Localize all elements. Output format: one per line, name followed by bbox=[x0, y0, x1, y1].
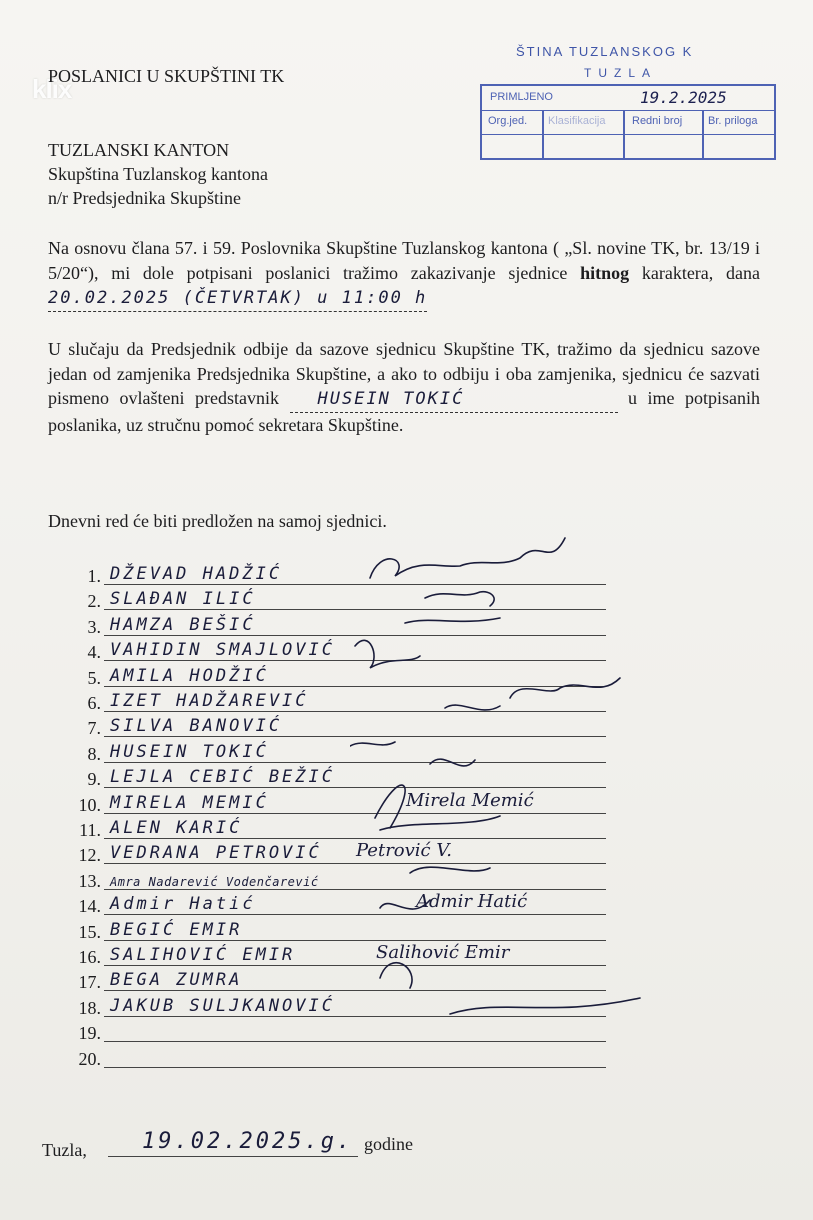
signature-line bbox=[104, 1067, 606, 1068]
signatory-name: SLAĐAN ILIĆ bbox=[110, 589, 256, 610]
signatory-number: 18. bbox=[78, 997, 101, 1018]
signatory-number: 14. bbox=[78, 896, 101, 917]
signatory-number: 5. bbox=[87, 667, 101, 688]
stamp-received-label: PRIMLJENO bbox=[490, 91, 553, 103]
footer-city: Tuzla, bbox=[42, 1140, 87, 1160]
signature-scrawl-10 bbox=[375, 785, 405, 828]
signatory-name: BEGA ZUMRA bbox=[110, 970, 243, 991]
signatory-number: 10. bbox=[78, 794, 101, 815]
signatory-number: 20. bbox=[78, 1048, 101, 1069]
signatory-number: 1. bbox=[87, 566, 101, 586]
session-date-handwritten: 20.02.2025 (ČETVRTAK) u 11:00 h bbox=[48, 286, 427, 312]
signatory-name: DŽEVAD HADŽIĆ bbox=[110, 564, 283, 584]
signatory-signature: Admir Hatić bbox=[416, 891, 528, 913]
signature-scrawls bbox=[350, 528, 670, 1028]
stamp-col-class: Klasifikacija bbox=[548, 115, 606, 127]
signatory-name: IZET HADŽAREVIĆ bbox=[110, 691, 309, 711]
signatory-name: JAKUB SULJKANOVIĆ bbox=[110, 995, 335, 1016]
signature-scrawl-15 bbox=[380, 900, 430, 909]
signatory-name: HAMZA BEŠIĆ bbox=[110, 614, 256, 635]
registry-stamp bbox=[480, 84, 776, 160]
address-line-2: Skupština Tuzlanskog kantona bbox=[48, 164, 269, 184]
stamp-received-date: 19.2.2025 bbox=[640, 88, 727, 107]
signatory-number: 2. bbox=[87, 591, 101, 612]
signatory-name: SILVA BANOVIĆ bbox=[110, 716, 283, 737]
recipient-heading: POSLANICI U SKUPŠTINI TK bbox=[48, 66, 285, 86]
signatory-row bbox=[76, 1045, 606, 1070]
signatory-number: 12. bbox=[78, 845, 101, 866]
signatory-name: AMILA HODŽIĆ bbox=[110, 665, 269, 686]
signature-scrawl-7 bbox=[445, 705, 500, 710]
signatory-name: SALIHOVIĆ EMIR bbox=[110, 945, 296, 965]
signature-scrawl-17 bbox=[380, 963, 412, 988]
stamp-col-number: Redni broj bbox=[632, 115, 683, 127]
signature-scrawl-13 bbox=[410, 867, 490, 873]
signatory-number: 7. bbox=[87, 718, 101, 739]
signatory-name: Admir Hatić bbox=[110, 894, 256, 915]
footer-suffix: godine bbox=[364, 1134, 413, 1154]
signature-scrawl-1 bbox=[370, 538, 565, 578]
signature-scrawl-9 bbox=[430, 759, 475, 766]
fallback-paragraph bbox=[48, 337, 760, 437]
address-line-3: n/r Predsjednika Skupštine bbox=[48, 188, 241, 208]
signatory-number: 11. bbox=[79, 820, 101, 840]
signature-scrawl-3 bbox=[405, 618, 500, 623]
address-line-1: TUZLANSKI KANTON bbox=[48, 140, 230, 160]
footer-date-handwritten: 19.02.2025.g. bbox=[142, 1129, 354, 1154]
signatory-name: Amra Nadarević Vodenčarević bbox=[110, 874, 319, 889]
signature-scrawl-18 bbox=[450, 998, 640, 1014]
signatory-number: 8. bbox=[87, 743, 101, 764]
signatory-name: MIRELA MEMIĆ bbox=[110, 792, 269, 813]
signature-line bbox=[104, 1041, 606, 1042]
agenda-note: Dnevni red će biti predložen na samoj sjednici. bbox=[48, 511, 387, 531]
fallback-text: U slučaju da Predsjednik odbije da sazove sjednicu Skupštine TK, tražimo da sjednicu sazove jedan od zamjenika Predsjednika Skupštine, a ako to odbiju i oba zamjenika, sjednicu će sazvati pismeno ovlašteni predstavnik bbox=[48, 339, 760, 408]
signature-scrawl-11 bbox=[380, 816, 500, 830]
signatory-name: ALEN KARIĆ bbox=[110, 818, 243, 838]
signatory-number: 3. bbox=[87, 616, 101, 637]
stamp-city: TUZLA bbox=[584, 66, 658, 80]
signatory-name: VAHIDIN SMAJLOVIĆ bbox=[110, 640, 335, 661]
request-text: Na osnovu člana 57. i 59. Poslovnika Skupštine Tuzlanskog kantona ( „Sl. novine TK, br. 13/19 i 5/20“), mi dole potpisani poslanici tražimo zakazivanje sjednice bbox=[48, 238, 760, 283]
stamp-col-org: Org.jed. bbox=[488, 115, 528, 127]
signatory-number: 19. bbox=[78, 1023, 101, 1044]
fallback-text-2: u ime potpisanih poslanika, uz stručnu pomoć sekretara Skupštine. bbox=[48, 388, 761, 435]
signatory-signature: Mirela Memić bbox=[406, 789, 534, 811]
signatory-name: VEDRANA PETROVIĆ bbox=[110, 843, 322, 864]
signatory-number: 6. bbox=[87, 693, 101, 713]
stamp-received-row bbox=[482, 86, 774, 111]
signatory-signature: Petrović V. bbox=[356, 840, 452, 862]
request-text-2: karaktera, dana bbox=[641, 262, 760, 283]
signature-scrawl-8 bbox=[350, 742, 395, 746]
signatory-number: 9. bbox=[87, 769, 101, 790]
footer-date-line bbox=[108, 1128, 358, 1157]
klix-watermark: klix bbox=[32, 74, 72, 104]
signatory-number: 13. bbox=[78, 870, 101, 891]
stamp-title: ŠTINA TUZLANSKOG K bbox=[516, 44, 694, 59]
request-paragraph bbox=[48, 236, 760, 312]
signatory-name: LEJLA CEBIĆ BEŽIĆ bbox=[110, 767, 335, 788]
representative-handwritten: HUSEIN TOKIĆ bbox=[290, 387, 618, 413]
signatory-signature: Salihović Emir bbox=[376, 942, 510, 963]
signatory-number: 16. bbox=[78, 947, 101, 967]
signatory-number: 15. bbox=[78, 921, 101, 942]
signatory-name: HUSEIN TOKIĆ bbox=[110, 741, 269, 762]
stamp-col-attachments: Br. priloga bbox=[708, 115, 758, 127]
stamp-columns-row bbox=[482, 110, 774, 135]
stamp-divider bbox=[702, 110, 704, 160]
signature-scrawl-6 bbox=[510, 678, 620, 698]
signature-scrawl-4 bbox=[355, 640, 420, 668]
stamp-divider bbox=[623, 110, 625, 160]
urgent-word: hitnog bbox=[580, 262, 630, 283]
signatory-number: 17. bbox=[78, 972, 101, 993]
signature-scrawl-2 bbox=[425, 592, 494, 606]
signatory-number: 4. bbox=[87, 642, 101, 663]
signatory-name: BEGIĆ EMIR bbox=[110, 919, 243, 940]
stamp-divider bbox=[542, 110, 544, 160]
